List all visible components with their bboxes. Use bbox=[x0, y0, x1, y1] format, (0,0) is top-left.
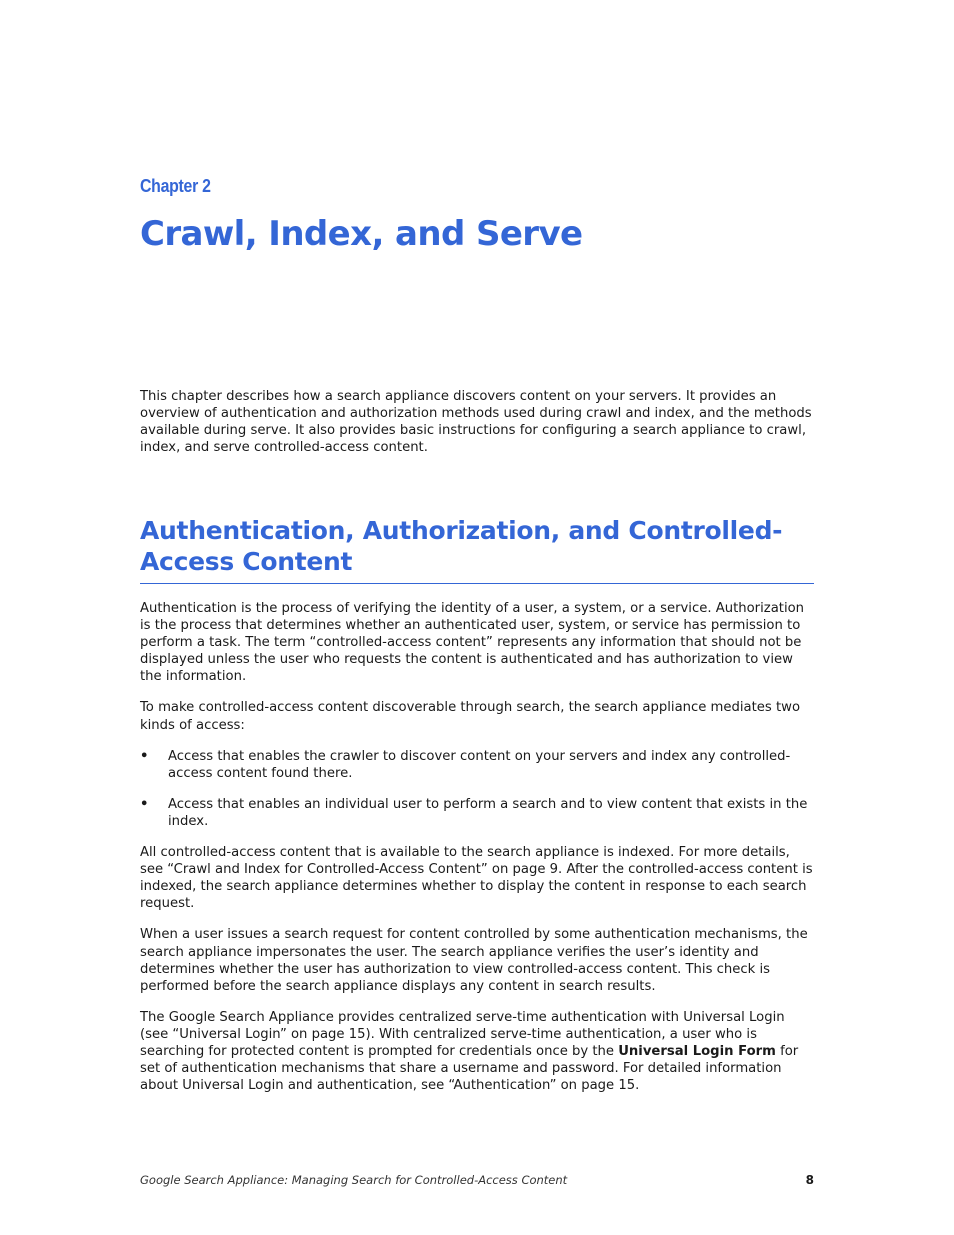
list-item-text: Access that enables an individual user to perform a search and to view content that exists in the index. bbox=[168, 796, 808, 829]
bullet-icon: • bbox=[140, 748, 149, 764]
chapter-title: Crawl, Index, and Serve bbox=[140, 214, 583, 254]
intro-paragraph: This chapter describes how a search appliance discovers content on your servers. It provides an overview of authentication and authorization methods used during crawl and index, and the methods available during serve. It also provides basic instructions for configuring a search appliance to crawl, index, and serve controlled-access content. bbox=[140, 389, 812, 456]
paragraph-authentication-definition: Authentication is the process of verifying the identity of a user, a system, or a service. Authorization is the process that determines whether an authenticated user, system, or service has permission to perform a task. The term “controlled-access content” represents any information that should not be displayed unless the user who requests the content is authenticated and has authorization to view the information. bbox=[140, 601, 805, 685]
universal-login-text-before: The Google Search Appliance provides centralized serve-time authentication with Universal Login (see “Universal Login” on page 15). With centralized serve-time authentication, a user who is searching for protected content is prompted for credentials once by the bbox=[140, 1009, 785, 1059]
footer-page-number: 8 bbox=[805, 1173, 814, 1187]
list-item bbox=[140, 796, 815, 830]
list-item bbox=[140, 748, 815, 782]
footer-document-title: Google Search Appliance: Managing Search for Controlled-Access Content bbox=[140, 1173, 568, 1187]
paragraph-kinds-of-access: To make controlled-access content discoverable through search, the search appliance mediates two kinds of access: bbox=[140, 700, 801, 733]
section-heading: Authentication, Authorization, and Controlled-Access Content bbox=[140, 516, 783, 576]
universal-login-form-term: Universal Login Form bbox=[618, 1043, 776, 1059]
universal-login-text-after: for set of authentication mechanisms that share a username and password. For detailed information about Universal Login and authentication, see “Authentication” on page 15. bbox=[140, 1043, 799, 1094]
chapter-label: Chapter 2 bbox=[140, 176, 211, 196]
list-item-text: Access that enables the crawler to discover content on your servers and index any controlled-access content found there. bbox=[168, 748, 791, 781]
section-divider bbox=[140, 583, 814, 584]
paragraph-impersonation: When a user issues a search request for content controlled by some authentication mechanisms, the search appliance impersonates the user. The search appliance verifies the user’s identity and determines whether the user has authorization to view controlled-access content. This check is performed before the search appliance displays any content in search results. bbox=[140, 927, 808, 994]
access-list bbox=[140, 748, 815, 830]
bullet-icon: • bbox=[140, 796, 149, 812]
paragraph-universal-login bbox=[140, 1009, 815, 1094]
section-body bbox=[140, 600, 815, 1108]
paragraph-indexing: All controlled-access content that is available to the search appliance is indexed. For more details, see “Crawl and Index for Controlled-Access Content” on page 9. After the controlled-access content is indexed, the search appliance determines whether to display the content in response to each search request. bbox=[140, 845, 813, 912]
